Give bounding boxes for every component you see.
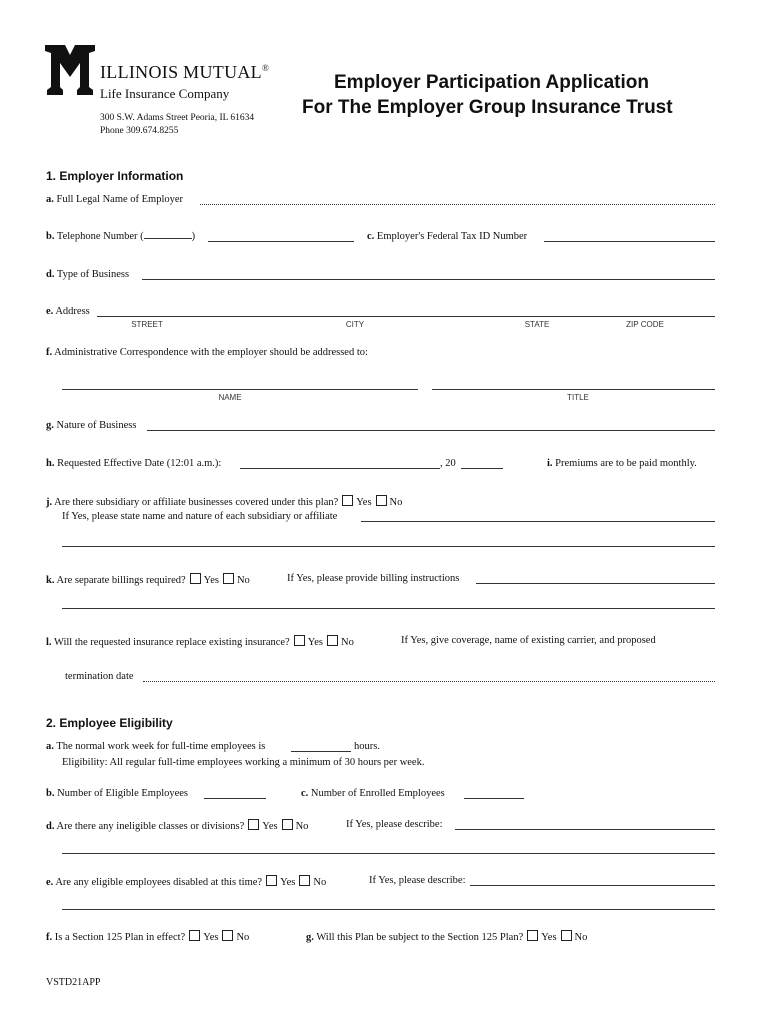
type-of-business-field[interactable] — [142, 279, 715, 280]
section2-heading: 2. Employee Eligibility — [46, 716, 173, 730]
city-caption: CITY — [345, 320, 365, 329]
d-no-checkbox[interactable] — [282, 819, 293, 830]
disabled-employees-field-2[interactable] — [62, 909, 715, 910]
elig-g-label: g. Will this Plan be subject to the Section 125 Plan? Yes No — [306, 932, 588, 943]
zip-caption: ZIP CODE — [626, 320, 664, 329]
j-yes-checkbox[interactable] — [342, 495, 353, 506]
tax-id-field[interactable] — [544, 241, 715, 242]
elig-a-label: a. The normal work week for full-time employees is — [46, 741, 266, 752]
correspondence-title-field[interactable] — [432, 389, 715, 390]
g-no-checkbox[interactable] — [561, 930, 572, 941]
e-yes-checkbox[interactable] — [266, 875, 277, 886]
termination-date-field[interactable] — [143, 681, 715, 682]
correspondence-name-field[interactable] — [62, 389, 418, 390]
field-j-label: j. Are there subsidiary or affiliate businesses covered under this plan? Yes No — [46, 497, 403, 508]
address-field[interactable] — [97, 316, 715, 317]
g-yes-checkbox[interactable] — [527, 930, 538, 941]
subsidiary-field[interactable] — [361, 521, 715, 522]
l-yes-checkbox[interactable] — [294, 635, 305, 646]
k-no-checkbox[interactable] — [223, 573, 234, 584]
form-title-line1: Employer Participation Application — [334, 72, 649, 93]
ineligible-classes-field-2[interactable] — [62, 853, 715, 854]
billing-instructions-field[interactable] — [476, 583, 715, 584]
eligible-employees-field[interactable] — [204, 798, 266, 799]
company-subtitle: Life Insurance Company — [100, 86, 230, 101]
field-l-line2: termination date — [65, 671, 134, 682]
field-l-label: l. Will the requested insurance replace existing insurance? Yes No — [46, 637, 354, 648]
field-k-label: k. Are separate billings required? Yes No — [46, 575, 250, 586]
disabled-employees-field[interactable] — [470, 885, 715, 886]
field-d-label: d. Type of Business — [46, 269, 130, 280]
field-e-label: e. Address — [46, 306, 90, 317]
legal-name-field[interactable] — [200, 204, 715, 205]
field-l-ifyes: If Yes, give coverage, name of existing carrier, and proposed — [401, 635, 656, 646]
d-yes-checkbox[interactable] — [248, 819, 259, 830]
field-k-ifyes: If Yes, please provide billing instructions — [287, 573, 460, 584]
field-j-line2: If Yes, please state name and nature of each subsidiary or affiliate — [62, 511, 338, 522]
nature-of-business-field[interactable] — [147, 430, 715, 431]
company-name: ILLINOIS MUTUAL® — [100, 62, 270, 82]
elig-c-label: c. Number of Enrolled Employees — [301, 788, 445, 799]
k-yes-checkbox[interactable] — [190, 573, 201, 584]
company-phone: Phone 309.674.8255 — [100, 126, 179, 136]
elig-d-label: d. Are there any ineligible classes or divisions? Yes No — [46, 821, 309, 832]
field-f-label: f. Administrative Correspondence with the employer should be addressed to: — [46, 347, 368, 358]
elig-b-label: b. Number of Eligible Employees — [46, 788, 189, 799]
elig-e-label: e. Are any eligible employees disabled at this time? Yes No — [46, 877, 327, 888]
billing-instructions-field-2[interactable] — [62, 608, 715, 609]
field-h-label: h. Requested Effective Date (12:01 a.m.): — [46, 458, 222, 469]
j-no-checkbox[interactable] — [376, 495, 387, 506]
field-a-label: a. Full Legal Name of Employer — [46, 194, 184, 205]
f-yes-checkbox[interactable] — [189, 930, 200, 941]
company-address: 300 S.W. Adams Street Peoria, IL 61634 — [100, 113, 255, 123]
work-week-hours-field[interactable] — [291, 751, 351, 752]
area-code-field[interactable] — [144, 238, 192, 239]
section1-heading: 1. Employer Information — [46, 169, 184, 183]
state-caption: STATE — [524, 320, 550, 329]
form-code: VSTD21APP — [46, 977, 101, 988]
field-i-label: i. Premiums are to be paid monthly. — [547, 458, 697, 469]
telephone-field[interactable] — [208, 241, 354, 242]
name-caption: NAME — [218, 393, 242, 402]
eligibility-note: Eligibility: All regular full-time employees working a minimum of 30 hours per week. — [62, 757, 425, 768]
ineligible-classes-field[interactable] — [455, 829, 715, 830]
e-no-checkbox[interactable] — [299, 875, 310, 886]
field-c-label: c. Employer's Federal Tax ID Number — [367, 231, 528, 242]
field-g-label: g. Nature of Business — [46, 420, 137, 431]
title-caption: TITLE — [567, 393, 589, 402]
field-b-label: b. Telephone Number ( ) — [46, 231, 196, 242]
effective-date-field[interactable] — [240, 468, 440, 469]
effective-year-field[interactable] — [461, 468, 503, 469]
f-no-checkbox[interactable] — [222, 930, 233, 941]
year-prefix: , 20 — [440, 458, 456, 469]
hours-suffix: hours. — [354, 741, 380, 752]
elig-e-ifyes: If Yes, please describe: — [369, 875, 466, 886]
elig-f-label: f. Is a Section 125 Plan in effect? Yes No — [46, 932, 250, 943]
subsidiary-field-2[interactable] — [62, 546, 715, 547]
form-title-line2: For The Employer Group Insurance Trust — [302, 97, 673, 118]
enrolled-employees-field[interactable] — [464, 798, 524, 799]
elig-d-ifyes: If Yes, please describe: — [346, 819, 443, 830]
street-caption: STREET — [131, 320, 163, 329]
illinois-mutual-logo-icon — [43, 43, 97, 97]
l-no-checkbox[interactable] — [327, 635, 338, 646]
